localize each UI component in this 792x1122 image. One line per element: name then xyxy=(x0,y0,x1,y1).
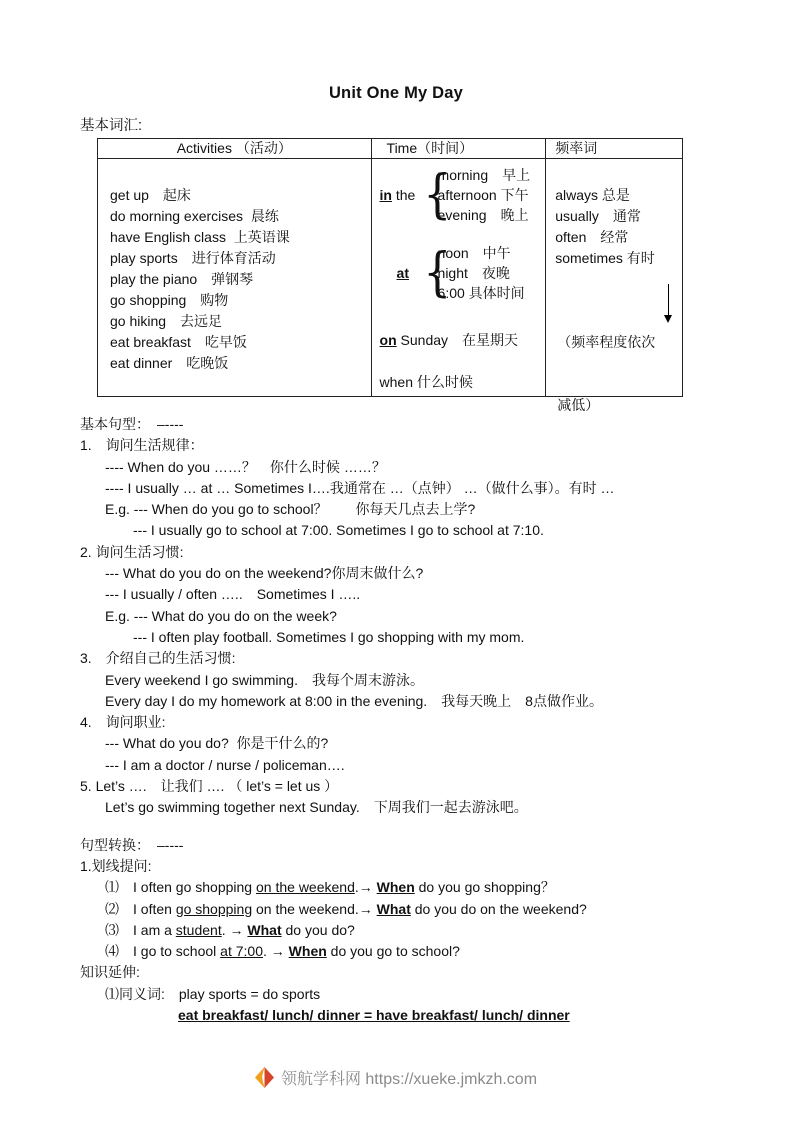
text-segment: E.g. --- When do you go to school？ 你每天几点去上学? xyxy=(105,501,476,518)
brace-icon: { xyxy=(422,165,451,225)
text-line xyxy=(80,584,742,605)
xueke-logo-icon xyxy=(255,1067,274,1088)
time-item: noon 中午 xyxy=(437,245,511,261)
text-segment: 4. 询问职业: xyxy=(80,714,166,731)
text-segment: Let’s go swimming together next Sunday. 下周我们一起去游泳吧。 xyxy=(105,799,528,816)
text-segment: Every day I do my homework at 8:00 in the evening. 我每天晚上 8点做作业。 xyxy=(105,692,603,709)
text-segment: ⑶ I am a xyxy=(105,921,176,938)
text-segment: When xyxy=(288,943,327,960)
text-line xyxy=(80,627,742,648)
time-item: evening 晚上 xyxy=(437,207,529,223)
frequency-item: often 经常 xyxy=(555,229,629,245)
frequency-note-line: 减低） xyxy=(557,397,600,413)
text-segment: 知识延伸: xyxy=(80,964,140,981)
time-on-sunday-line xyxy=(380,330,546,351)
text-segment: ---- When do you ……？ 你什么时候 ……？ xyxy=(105,458,386,475)
activity-item: eat breakfast 吃早饭 xyxy=(110,334,247,350)
preposition-in-label xyxy=(380,187,422,203)
frequency-item: always 总是 xyxy=(555,187,630,203)
activity-item: get up 起床 xyxy=(110,187,191,203)
activities-list xyxy=(98,159,371,374)
text-segment: ⑴同义词: play sports = do sports xyxy=(105,985,321,1002)
synonym-line xyxy=(80,984,742,1005)
text-segment: What xyxy=(376,900,411,917)
text-line xyxy=(80,691,742,712)
text-segment: 1.划线提问: xyxy=(80,857,152,874)
text-segment: at 7:00 xyxy=(220,943,263,960)
transform-item xyxy=(80,920,742,941)
down-arrow-icon xyxy=(668,284,669,316)
text-line xyxy=(80,499,742,520)
text-segment: 1. 询问生活规律： xyxy=(80,437,204,454)
text-segment: 基本句型： –---- xyxy=(80,416,184,432)
footer xyxy=(0,1066,792,1089)
transform-item xyxy=(80,899,742,920)
text-segment: --- What do you do on the weekend?你周末做什么? xyxy=(105,565,424,582)
text-segment: ---- I usually … at … Sometimes I….我通常在 …（点钟） …（做什么事）。有时 … xyxy=(105,479,615,496)
text-segment: When xyxy=(376,879,415,896)
text-segment: --- I often play football. Sometimes I go shopping with my mom. xyxy=(133,628,525,645)
time-item: 6:00 具体时间 xyxy=(437,285,525,301)
on-sunday-text: Sunday 在星期天 xyxy=(396,332,519,348)
footer-site-text: 领航学科网 https://xueke.jmkzh.com xyxy=(280,1071,538,1088)
time-item: afternoon 下午 xyxy=(437,187,529,203)
time-column xyxy=(372,139,547,396)
activity-item: eat dinner 吃晚饭 xyxy=(110,355,229,371)
preposition-in: in xyxy=(379,187,392,203)
frequency-item: usually 通常 xyxy=(555,208,641,224)
table-header-frequency: 频率词 xyxy=(546,139,682,159)
text-segment: .→ xyxy=(354,879,377,896)
table-header-activities: Activities （活动） xyxy=(98,139,371,159)
text-segment: go shopping xyxy=(175,900,253,917)
text-line xyxy=(80,563,742,584)
text-segment: do you do? xyxy=(281,921,355,938)
numbered-item xyxy=(80,776,742,797)
text-segment: --- What do you do? 你是干什么的? xyxy=(105,735,329,752)
time-items-0 xyxy=(438,165,531,225)
numbered-item xyxy=(80,856,742,877)
numbered-item xyxy=(80,435,742,456)
activities-column xyxy=(98,139,372,396)
text-line xyxy=(80,755,742,776)
text-segment: do you go shopping？ xyxy=(414,879,555,896)
vocab-section-label: 基本词汇: xyxy=(80,118,143,134)
text-line xyxy=(80,797,742,818)
text-segment: 5. Let’s …. 让我们 …. （ let’s = let us ） xyxy=(80,778,339,795)
text-segment: 2. 询问生活习惯: xyxy=(80,543,184,560)
when-text: when 什么时候 xyxy=(379,374,473,390)
text-line xyxy=(80,520,742,541)
activity-item: have English class 上英语课 xyxy=(110,229,290,245)
knowledge-heading xyxy=(80,962,742,983)
numbered-item xyxy=(80,648,742,669)
text-segment: E.g. --- What do you do on the week? xyxy=(105,607,337,624)
time-item: night 夜晚 xyxy=(437,265,510,281)
vocab-table xyxy=(97,138,683,413)
frequency-note-line: （频率程度依次 xyxy=(557,334,656,350)
text-segment: . → xyxy=(221,921,248,938)
time-group-in xyxy=(380,165,546,225)
time-cell xyxy=(372,165,546,393)
text-segment: student xyxy=(175,921,222,938)
text-line xyxy=(80,670,742,691)
text-segment: 3. 介绍自己的生活习惯: xyxy=(80,650,236,667)
numbered-item xyxy=(80,712,742,733)
text-line xyxy=(80,478,742,499)
numbered-item xyxy=(80,542,742,563)
activity-item: do morning exercises 晨练 xyxy=(110,208,279,224)
time-when-line xyxy=(380,372,546,393)
preposition-at: at xyxy=(396,265,409,281)
text-segment: on the weekend.→ xyxy=(252,900,377,917)
text-segment: eat breakfast/ lunch/ dinner = have breakfast/ lunch/ dinner xyxy=(178,1007,570,1024)
preposition-on: on xyxy=(379,332,397,348)
preposition-in-rest: the xyxy=(391,187,416,203)
transform-item xyxy=(80,941,742,962)
transform-item xyxy=(80,877,742,898)
text-segment: --- I usually / often ….. Sometimes I ….. xyxy=(105,586,361,603)
text-segment: --- I am a doctor / nurse / policeman…. xyxy=(105,756,345,773)
time-item: morning 早上 xyxy=(437,167,531,183)
text-line xyxy=(80,733,742,754)
activity-item: go shopping 购物 xyxy=(110,292,229,308)
frequency-item: sometimes 有时 xyxy=(555,250,655,266)
text-segment: do you go to school? xyxy=(326,943,460,960)
brace-icon: { xyxy=(422,243,451,303)
text-line xyxy=(80,457,742,478)
transform-heading xyxy=(80,835,742,856)
text-segment: . → xyxy=(263,943,289,960)
text-segment: --- I usually go to school at 7:00. Sometimes I go to school at 7:10. xyxy=(133,522,544,539)
activity-item: play sports 进行体育活动 xyxy=(110,250,276,266)
text-segment: Every weekend I go swimming. 我每个周末游泳。 xyxy=(105,671,424,688)
text-segment: ⑷ I go to school xyxy=(105,943,221,960)
body-lines xyxy=(80,414,742,1026)
frequency-column xyxy=(546,139,682,413)
activity-item: go hiking 去远足 xyxy=(110,313,223,329)
table-header-time: Time（时间） xyxy=(372,139,546,159)
patterns-heading xyxy=(80,414,742,435)
text-segment: ⑵ I often xyxy=(105,900,176,917)
page-title: Unit One My Day xyxy=(328,84,464,102)
text-segment: on the weekend xyxy=(256,879,355,896)
text-segment: ⑴ I often go shopping xyxy=(105,879,256,896)
preposition-at-label xyxy=(380,265,422,281)
text-segment: What xyxy=(247,921,282,938)
text-segment: do you do on the weekend? xyxy=(410,900,587,917)
text-segment: 句型转换： –---- xyxy=(80,836,184,853)
text-line xyxy=(80,606,742,627)
synonym-line xyxy=(80,1005,742,1026)
time-group-at xyxy=(380,243,546,303)
activity-item: play the piano 弹钢琴 xyxy=(110,271,254,287)
freq-list xyxy=(555,185,682,269)
